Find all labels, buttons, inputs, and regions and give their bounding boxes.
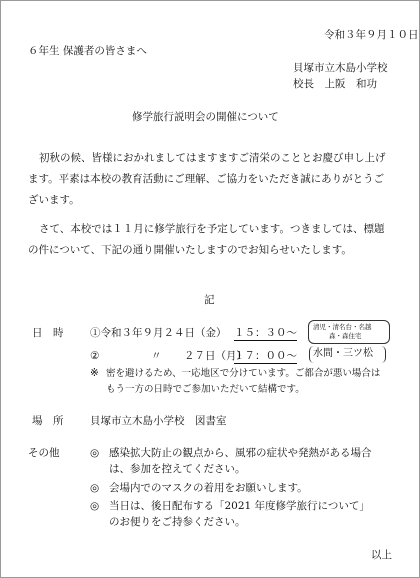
- note-mark: ※: [90, 367, 99, 379]
- paragraph-1-line-3: ざいます。: [28, 194, 80, 206]
- paragraph-1-line-2: ます。平素は本校の教育活動にご理解、ご協力をいただき誠にありがとうご: [28, 173, 385, 185]
- other-item-2-line-1: 会場内でのマスクの着用をお願いします。: [109, 482, 308, 494]
- note-line-1: 密を避けるため、一応地区で分けています。ご都合が悪い場合は: [106, 368, 381, 379]
- schedule-row-1-areas-line-1: 清児・清名台・名越: [313, 323, 372, 331]
- schedule-row-2-number: ②: [90, 350, 100, 362]
- note-line-2: もう一方の日時でご参加いただいて結構です。: [106, 384, 305, 395]
- page-title: 修学旅行説明会の開催について: [132, 111, 279, 123]
- schedule-row-2-date: ２７日（月）: [184, 350, 247, 362]
- place-value: 貝塚市立木島小学校 図書室: [90, 415, 227, 427]
- schedule-row-2-areas: 水間・三ツ松: [313, 348, 373, 359]
- other-item-3-mark: ◎: [90, 500, 100, 512]
- schedule-row-2-time: １７：００〜: [234, 350, 297, 362]
- schedule-row-1-date: ①令和３年９月２４日（金）: [90, 327, 227, 339]
- schedule-label: 日 時: [32, 327, 64, 339]
- date: 令和３年９月１０日: [324, 29, 419, 41]
- principal-name: 校長 上阪 和功: [293, 78, 377, 90]
- paragraph-2-line-2: の件について、下記の通り開催いたしますのでお知らせいたします。: [28, 244, 352, 256]
- schedule-row-1-time: １５：３０〜: [234, 327, 297, 339]
- paragraph-1-line-1: 初秋の候、皆様におかれましてはますますご清栄のこととお慶び申し上げ: [39, 152, 386, 164]
- other-item-3-line-1: 当日は、後日配布する「2021 年度修学旅行について」: [109, 500, 370, 512]
- paragraph-2-line-1: さて、本校では１１月に修学旅行を予定しています。つきましては、標題: [39, 223, 385, 235]
- ki-heading: 記: [204, 294, 215, 306]
- schedule-row-1-areas-line-2: 森・森住宅: [329, 332, 362, 340]
- other-item-1-line-1: 感染拡大防止の観点から、風邪の症状や発熱がある場合: [109, 447, 372, 459]
- other-item-3-line-2: のお便りをご持参ください。: [109, 516, 246, 528]
- school-name: 貝塚市立木島小学校: [293, 62, 388, 74]
- schedule-row-2-ditto: 〃: [151, 350, 162, 362]
- other-item-1-mark: ◎: [90, 447, 100, 459]
- schedule-row-2-areas-box: [309, 346, 386, 363]
- closing: 以上: [371, 549, 392, 561]
- schedule-row-1-areas-box: [308, 320, 390, 344]
- other-label: その他: [28, 447, 60, 459]
- recipient: ６年生 保護者の皆さまへ: [28, 45, 147, 57]
- other-item-2-mark: ◎: [90, 482, 100, 494]
- place-label: 場 所: [32, 415, 64, 427]
- other-item-1-line-2: は、参加を控えてください。: [109, 463, 246, 475]
